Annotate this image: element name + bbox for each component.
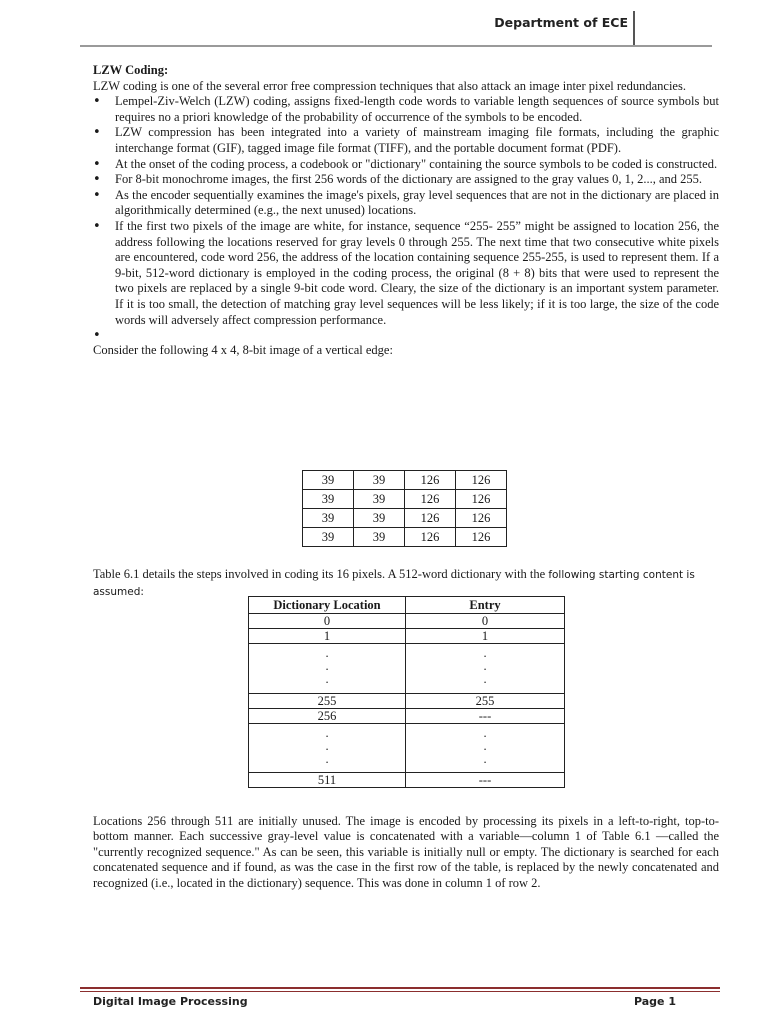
bullet-item: • LZW compression has been integrated into a variety of mainstream imaging file formats, including the graphic interchange format (GIF), tagged image file format (TIFF), and the portable document format (PDF). <box>93 125 719 156</box>
table-row <box>303 509 507 528</box>
header-divider <box>633 11 635 47</box>
footer-rule <box>80 987 720 989</box>
consider-paragraph: Consider the following 4 x 4, 8-bit image of a vertical edge: <box>93 343 393 358</box>
table-row <box>303 528 507 547</box>
pixel-cell: 126 <box>405 509 456 528</box>
bullet-item: • At the onset of the coding process, a codebook or "dictionary" containing the source symbols to be coded is constructed. <box>93 157 719 173</box>
pixel-cell: 126 <box>405 528 456 547</box>
intro-paragraph: LZW coding is one of the several error free compression techniques that also attack an image inter pixel redundancies. <box>93 78 686 93</box>
ellipsis-dot: . <box>325 672 329 686</box>
pixel-cell: 39 <box>354 471 405 490</box>
column-header-location: Dictionary Location <box>249 597 406 614</box>
ellipsis-dot: . <box>483 752 487 766</box>
column-header-entry: Entry <box>406 597 565 614</box>
pixel-cell: 126 <box>456 471 507 490</box>
bullet-item: • Lempel-Ziv-Welch (LZW) coding, assigns fixed-length code words to variable length sequences of source symbols but requires no a priori knowledge of the probability of occurrence of the symbols to be encoded. <box>93 94 719 125</box>
entry-cell: 255 <box>406 694 565 709</box>
pixel-cell: 39 <box>354 509 405 528</box>
image-pixel-table <box>302 470 507 547</box>
pixel-cell: 39 <box>354 528 405 547</box>
pixel-cell: 126 <box>456 490 507 509</box>
table-header-row <box>249 597 565 614</box>
footer-rule-thin <box>80 991 720 992</box>
pixel-cell: 39 <box>303 509 354 528</box>
location-cell: 255 <box>249 694 406 709</box>
ellipsis-cell <box>406 644 565 694</box>
bullet-item: • For 8-bit monochrome images, the first 256 words of the dictionary are assigned to the gray values 0, 1, 2..., and 255. <box>93 172 719 188</box>
pixel-cell: 126 <box>456 528 507 547</box>
table-row <box>303 471 507 490</box>
bullet-item: • As the encoder sequentially examines the image's pixels, gray level sequences that are not in the dictionary are placed in algorithmically determined (e.g., the next unused) locations. <box>93 188 719 219</box>
ellipsis-dot: . <box>325 726 329 740</box>
ellipsis-cell <box>249 724 406 773</box>
ellipsis-dot: . <box>325 739 329 753</box>
header-rule <box>80 45 712 47</box>
entry-cell: --- <box>406 773 565 788</box>
table-intro-small: following starting content is assumed: <box>93 569 695 598</box>
header-title: Department of ECE <box>494 15 628 30</box>
ellipsis-dot: . <box>483 739 487 753</box>
footer-page-number: Page 1 <box>633 995 676 1008</box>
pixel-cell: 126 <box>456 509 507 528</box>
location-cell: 1 <box>249 629 406 644</box>
table-row-ellipsis <box>249 724 565 773</box>
pixel-cell: 39 <box>303 490 354 509</box>
bullet-item-empty <box>93 328 719 343</box>
entry-cell: 1 <box>406 629 565 644</box>
pixel-cell: 39 <box>303 471 354 490</box>
entry-cell: --- <box>406 709 565 724</box>
location-cell: 0 <box>249 614 406 629</box>
ellipsis-dot: . <box>483 726 487 740</box>
ellipsis-dot: . <box>325 752 329 766</box>
pixel-cell: 126 <box>405 490 456 509</box>
pixel-cell: 126 <box>405 471 456 490</box>
table-row <box>249 709 565 724</box>
pixel-cell: 39 <box>354 490 405 509</box>
pixel-cell: 39 <box>303 528 354 547</box>
table-row <box>249 694 565 709</box>
section-heading: LZW Coding: <box>93 63 169 77</box>
ellipsis-dot: . <box>325 659 329 673</box>
ellipsis-cell <box>406 724 565 773</box>
table-row <box>249 629 565 644</box>
ellipsis-dot: . <box>483 659 487 673</box>
location-cell: 256 <box>249 709 406 724</box>
location-cell: 511 <box>249 773 406 788</box>
table-row <box>249 773 565 788</box>
ellipsis-dot: . <box>483 672 487 686</box>
ellipsis-dot: . <box>325 646 329 660</box>
footer-course-title: Digital Image Processing <box>93 995 248 1008</box>
dictionary-table <box>248 596 565 788</box>
encoding-paragraph: Locations 256 through 511 are initially unused. The image is encoded by processing its pixels in a left-to-right, top-to-bottom manner. Each successive gray-level value is concatenated with a variable—column 1 of Table 6.1 —called the "currently recognized sequence." As can be seen, this variable is initially null or empty. The dictionary is searched for each concatenated sequence and if found, as was the case in the first row of the table, is replaced by the newly concatenated and recognized (i.e., located in the dictionary) sequence. This was done in column 1 of row 2. <box>93 813 719 890</box>
table-row-ellipsis <box>249 644 565 694</box>
table-row <box>249 614 565 629</box>
table-row <box>303 490 507 509</box>
entry-cell: 0 <box>406 614 565 629</box>
ellipsis-dot: . <box>483 646 487 660</box>
table-intro-main: Table 6.1 details the steps involved in coding its 16 pixels. A 512-word dictionary with the <box>93 567 549 581</box>
bullet-item: • If the first two pixels of the image are white, for instance, sequence “255- 255” might be assigned to location 256, the address following the locations reserved for gray levels 0 through 255. The next time that two consecutive white pixels are encountered, code word 256, the address of the location containing sequence 255-255, is used to represent them. If a 9-bit, 512-word dictionary is employed in the coding process, the original (8 + 8) bits that were used to represent the two pixels are replaced by a single 9-bit code word. Cleary, the size of the dictionary is an important system parameter. If it is too small, the detection of matching gray level sequences will be less likely; if it is too large, the size of the code words will adversely affect compression performance. <box>93 219 719 328</box>
bullet-list <box>93 94 719 343</box>
body-content <box>93 63 719 359</box>
ellipsis-cell <box>249 644 406 694</box>
